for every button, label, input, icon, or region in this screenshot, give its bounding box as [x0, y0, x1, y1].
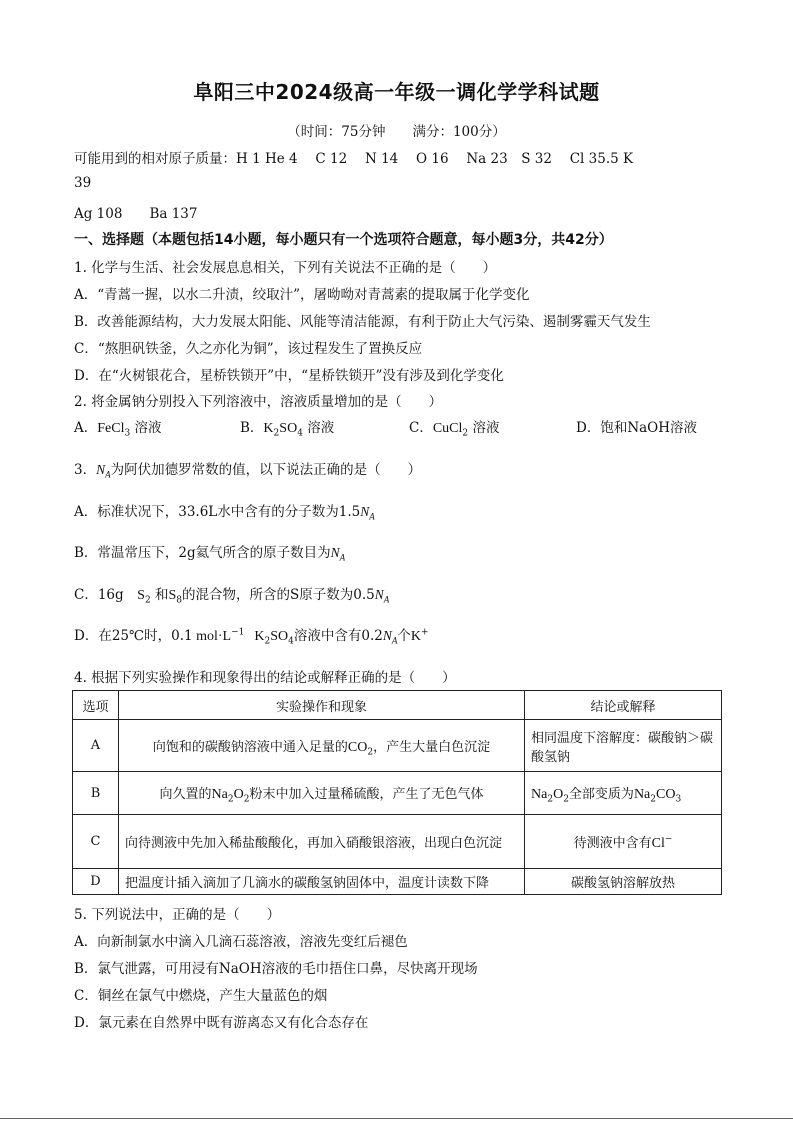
q4-stem: 4. 根据下列实验操作和现象得出的结论或解释正确的是（ ） [74, 670, 456, 686]
q1-option-d: D．在“火树银花合，星桥铁锁开”中，“星桥铁锁开”没有涉及到化学变化 [74, 368, 504, 384]
q1-stem: 1. 化学与生活、社会发展息息相关，下列有关说法不正确的是（ ） [74, 260, 497, 276]
q3-option-b: B．常温常压下，2g氦气所含的原子数目为$N_A$ [74, 545, 346, 563]
q2-option-b: B．$K_2SO_4$ 溶液 [240, 420, 335, 439]
page-bottom-rule [0, 1118, 793, 1119]
q3-stem: 3．$N_A$为阿伏加德罗常数的值，以下说法正确的是（ ） [74, 462, 422, 480]
q1-option-b: B．改善能源结构，大力发展太阳能、风能等清洁能源，有利于防止大气污染、遏制雾霾天气发生 [74, 314, 651, 330]
section-header: 一、选择题（本题包括14小题，每小题只有一个选项符合题意，每小题3分，共42分） [74, 232, 613, 248]
experiment-table [72, 690, 722, 895]
table-row: C 向待测液中先加入稀盐酸酸化，再加入硝酸银溶液，出现白色沉淀 待测液中含有Cl− [73, 815, 722, 869]
header-option: 选项 [73, 691, 119, 720]
q1-option-a: A．“青蒿一握，以水二升渍，绞取汁”，屠呦呦对青蒿素的提取属于化学变化 [74, 287, 530, 303]
q2-option-c: C．CuCl$_2$ 溶液 [409, 420, 500, 439]
avogadro-symbol: $N_A$ [96, 462, 111, 480]
atomic-mass-line-3: Ag 108 Ba 137 [74, 206, 198, 222]
q3-option-a: A．标准状况下，33.6L水中含有的分子数为$1.5N_A$ [74, 504, 375, 522]
q2-option-d: D．饱和NaOH溶液 [576, 420, 698, 436]
table-row: A 向饱和的碳酸钠溶液中通入足量的$CO_2$，产生大量白色沉淀 相同温度下溶解度：碳酸钠＞碳酸氢钠 [73, 720, 722, 772]
header-operation: 实验操作和现象 [119, 691, 525, 720]
table-row: B 向久置的$Na_2O_2$粉末中加入过量稀硫酸，产生了无色气体 $Na_2O_2$全部变质为$Na_2CO_3$ [73, 772, 722, 815]
time-info: （时间：75分钟 满分：100分） [287, 124, 506, 140]
table-row: D 把温度计插入滴加了几滴水的碳酸氢钠固体中，温度计读数下降 碳酸氢钠溶解放热 [73, 869, 722, 895]
q3-option-d: D．在25℃时，0.1 $mol\cdot L^{-1}$ $K_2SO_4$溶液中含有$0.2N_A$个K+ [74, 627, 429, 647]
q5-option-d: D．氯元素在自然界中既有游离态又有化合态存在 [74, 1015, 369, 1031]
header-conclusion: 结论或解释 [525, 691, 722, 720]
q2-stem: 2. 将金属钠分别投入下列溶液中，溶液质量增加的是（ ） [74, 394, 443, 410]
q1-option-c: C．“熬胆矾铁釜，久之亦化为铜”，该过程发生了置换反应 [74, 341, 423, 357]
atomic-mass-line-1: 可能用到的相对原子质量：H 1 He 4 C 12 N 14 O 16 Na 23 S 32 Cl 35.5 K [74, 151, 634, 167]
table-header-row [73, 691, 722, 720]
q2-option-a: A．FeCl$_3$ 溶液 [74, 420, 162, 439]
q5-option-b: B．氯气泄露，可用浸有NaOH溶液的毛巾捂住口鼻，尽快离开现场 [74, 961, 478, 977]
q5-option-c: C．铜丝在氯气中燃烧，产生大量蓝色的烟 [74, 988, 328, 1004]
q5-option-a: A．向新制氯水中滴入几滴石蕊溶液，溶液先变红后褪色 [74, 934, 408, 950]
q3-option-c: C．16g $S_2$ 和$S_8$的混合物，所含的S原子数为$0.5N_A$ [74, 587, 390, 606]
q5-stem: 5. 下列说法中，正确的是（ ） [74, 907, 281, 923]
atomic-mass-line-2: 39 [74, 175, 92, 191]
page-title: 阜阳三中2024级高一年级一调化学学科试题 [193, 80, 600, 104]
